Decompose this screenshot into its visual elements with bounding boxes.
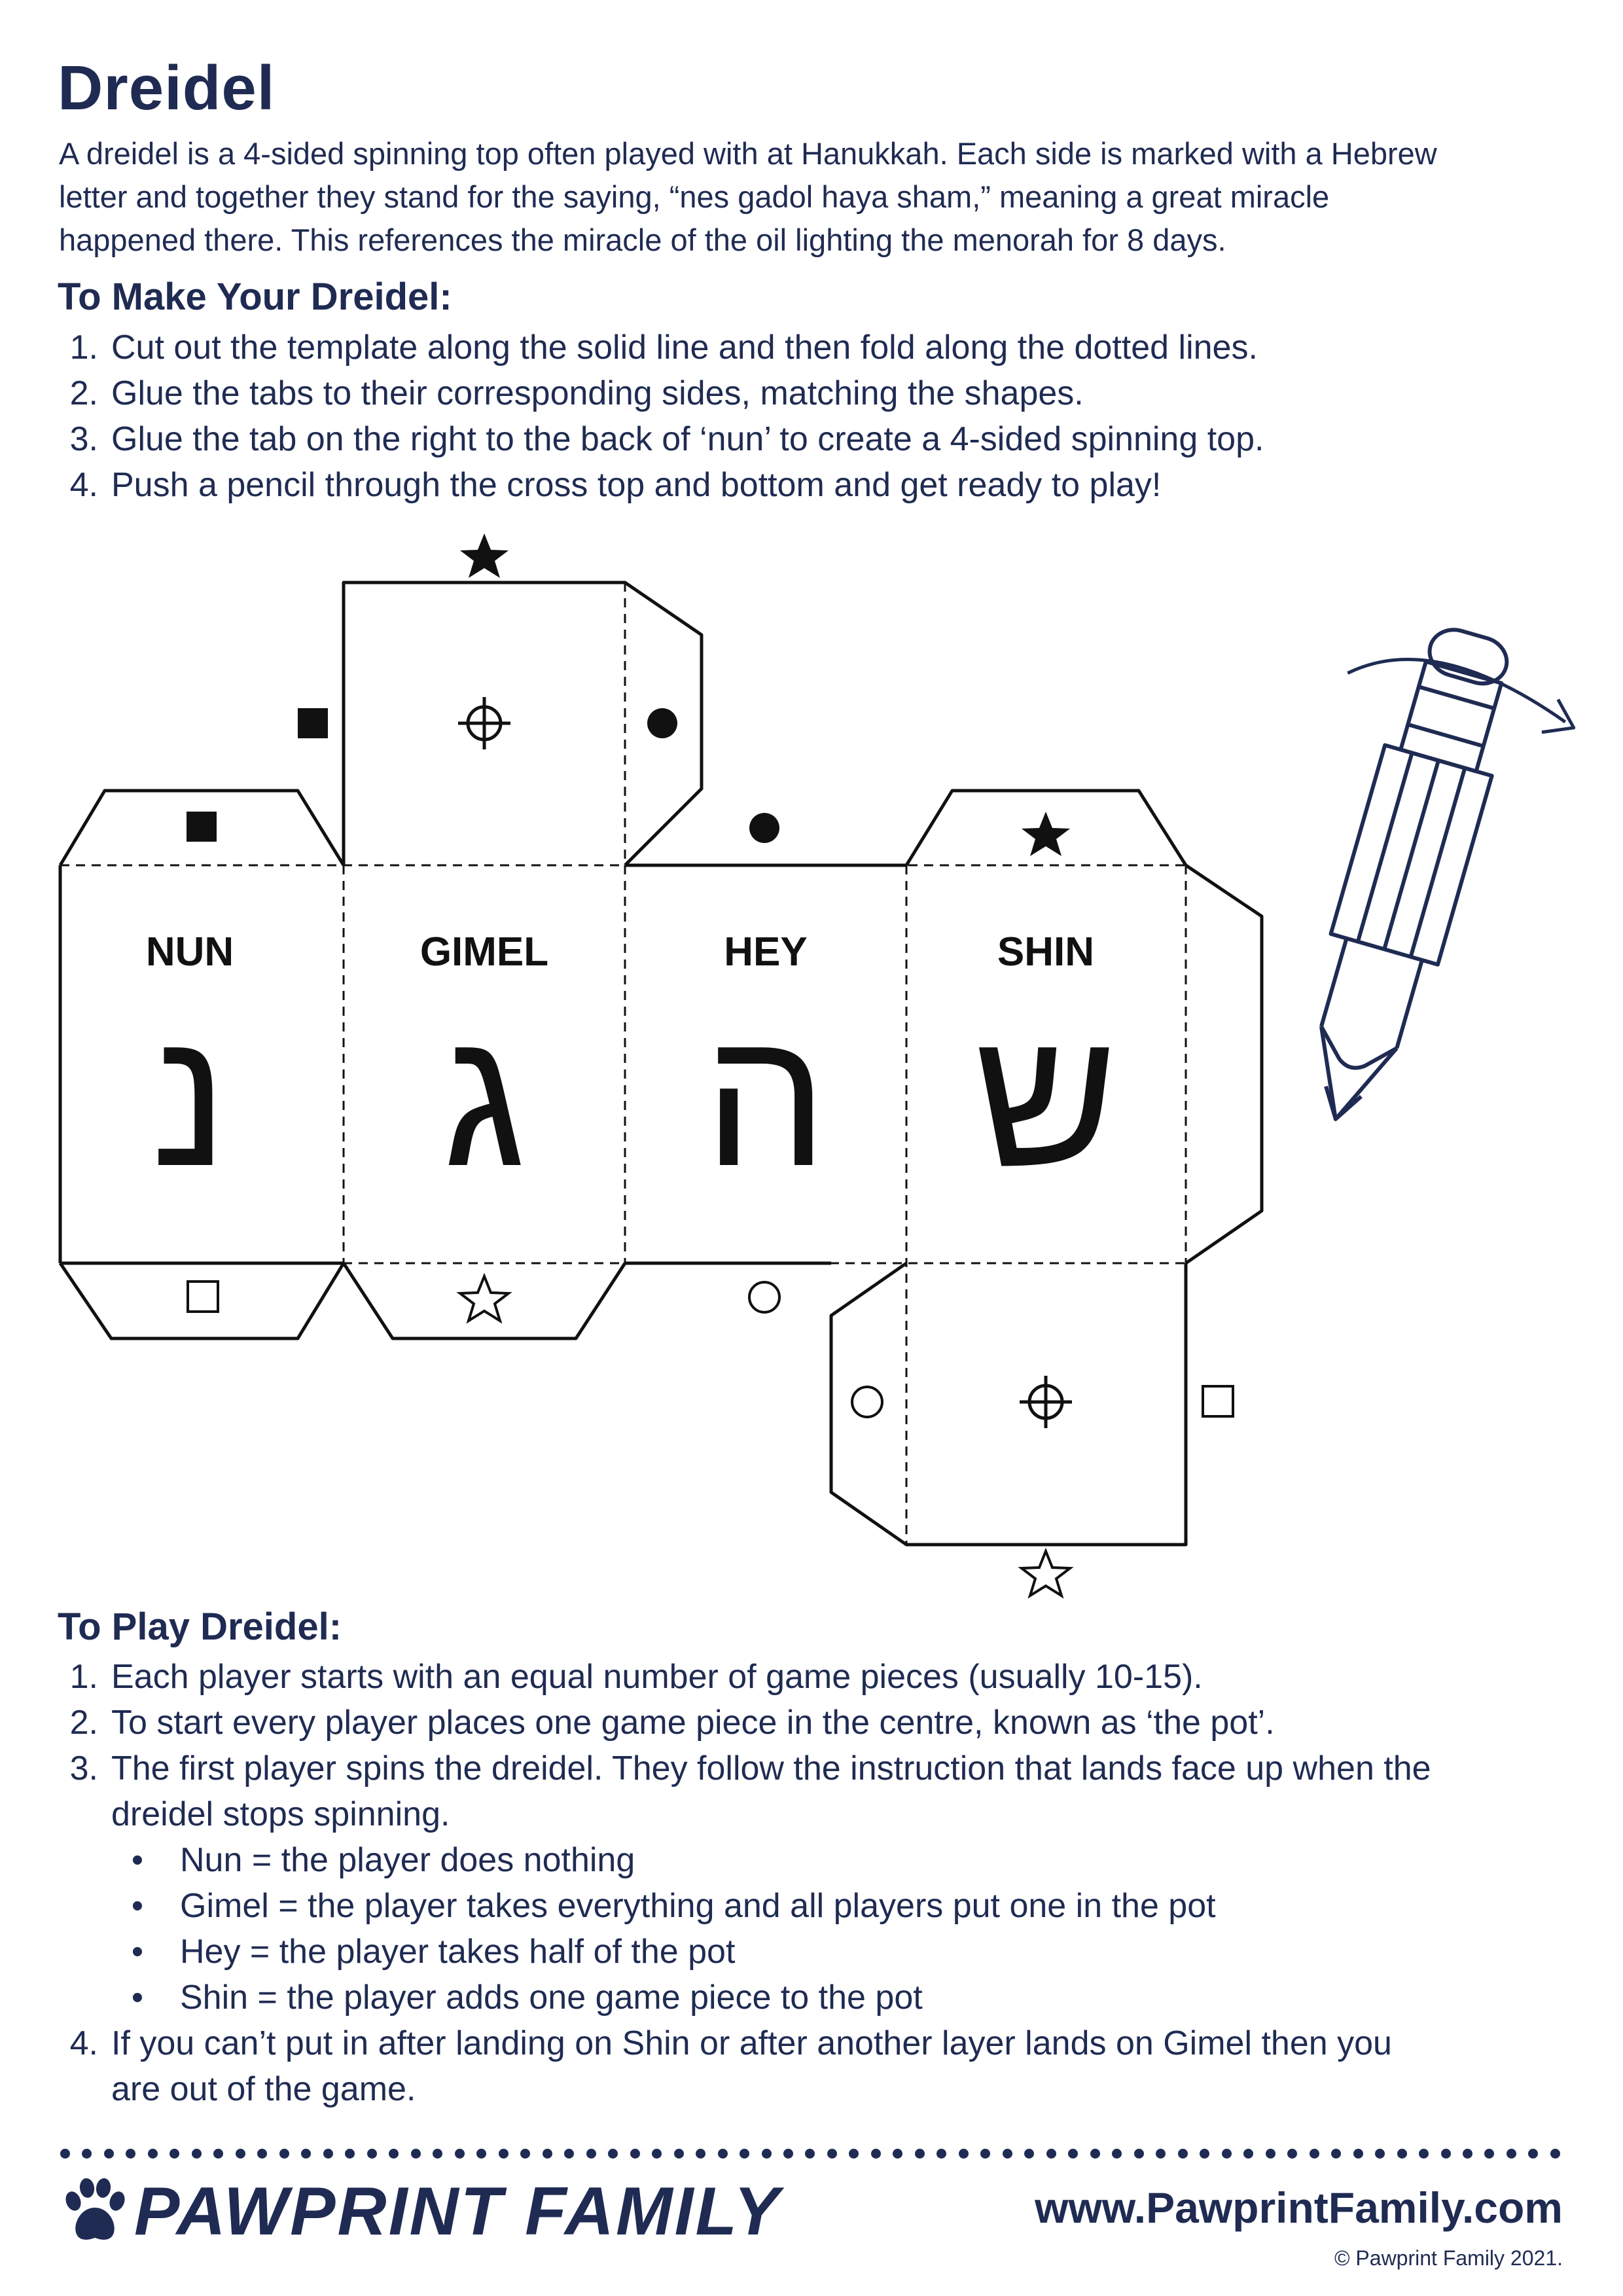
- divider-dot: [279, 2149, 289, 2159]
- divider-dot: [169, 2149, 179, 2159]
- divider-dot: [1484, 2149, 1494, 2159]
- divider-dot: [1266, 2149, 1275, 2159]
- step-number: 3.: [69, 420, 98, 458]
- step-number: 4.: [69, 466, 98, 504]
- circle-icon: [749, 813, 779, 843]
- divider-dot: [1331, 2149, 1341, 2159]
- step-text: Cut out the template along the solid line and then fold along the dotted lines.: [111, 329, 1258, 367]
- step-number: 3.: [69, 1749, 98, 1787]
- step-number: 4.: [69, 2024, 98, 2062]
- divider-dot: [345, 2149, 355, 2159]
- divider-dot: [1112, 2149, 1122, 2159]
- divider-dot: [1353, 2149, 1363, 2159]
- face-letter-gimel: ג: [442, 987, 526, 1207]
- divider-dot: [893, 2149, 902, 2159]
- divider-dot: [1090, 2149, 1100, 2159]
- divider-dot: [499, 2149, 508, 2159]
- step-text: Each player starts with an equal number of game pieces (usually 10-15).: [111, 1658, 1203, 1696]
- divider-dot: [608, 2149, 618, 2159]
- divider-dot: [455, 2149, 465, 2159]
- divider-dot: [959, 2149, 969, 2159]
- divider-dot: [827, 2149, 837, 2159]
- step-text: Glue the tabs to their corresponding sides, matching the shapes.: [111, 374, 1084, 412]
- divider-dot: [718, 2149, 728, 2159]
- divider-dot: [126, 2149, 135, 2159]
- divider-dot: [1003, 2149, 1012, 2159]
- divider-dot: [323, 2149, 333, 2159]
- nun-bottom-tab-outline: [60, 1263, 344, 1338]
- divider-dot: [1024, 2149, 1034, 2159]
- face-letter-shin: ש: [974, 987, 1118, 1207]
- divider-dot: [936, 2149, 946, 2159]
- step-number: 2.: [69, 374, 98, 412]
- divider-dot: [411, 2149, 421, 2159]
- crosshair-icon: [458, 697, 510, 749]
- divider-dot: [783, 2149, 793, 2159]
- divider-dot: [1550, 2149, 1560, 2159]
- dreidel-template: [0, 511, 1623, 1610]
- step-text: Glue the tab on the right to the back of ‘nun’ to create a 4-sided spinning top.: [111, 420, 1264, 458]
- step-text: dreidel stops spinning.: [111, 1795, 450, 1833]
- divider-dot: [849, 2149, 859, 2159]
- divider-dot: [564, 2149, 574, 2159]
- circle-icon: [647, 708, 677, 738]
- square-icon: [187, 812, 217, 842]
- copyright-text: © Pawprint Family 2021.: [1334, 2246, 1563, 2270]
- pencil-icon: [1228, 604, 1590, 1153]
- star-icon: [1022, 812, 1070, 856]
- divider-dot: [1463, 2149, 1472, 2159]
- divider-dot: [1419, 2149, 1429, 2159]
- star-outline-icon: [1022, 1551, 1070, 1596]
- divider-dot: [740, 2149, 749, 2159]
- square-outline-icon: [188, 1282, 218, 1312]
- divider-dot: [1046, 2149, 1056, 2159]
- divider-dot: [1156, 2149, 1166, 2159]
- divider-dot: [1507, 2149, 1516, 2159]
- face-letter-nun: נ: [151, 987, 228, 1207]
- divider-dot: [301, 2149, 311, 2159]
- divider-dot: [433, 2149, 442, 2159]
- divider-dot: [980, 2149, 990, 2159]
- brand-logo-text: PAWPRINT FAMILY: [134, 2174, 781, 2250]
- square-icon: [298, 708, 328, 738]
- website-link[interactable]: www.PawprintFamily.com: [1035, 2183, 1563, 2232]
- divider-dot: [1222, 2149, 1232, 2159]
- face-name-hey: HEY: [724, 929, 808, 975]
- step-text: To start every player places one game piece in the centre, known as ‘the pot’.: [111, 1704, 1275, 1742]
- divider-dot: [1200, 2149, 1209, 2159]
- circle-outline-icon: [852, 1387, 882, 1417]
- crosshair-icon: [1020, 1376, 1072, 1428]
- divider-dot: [104, 2149, 114, 2159]
- bullet-text: Gimel = the player takes everything and all players put one in the pot: [180, 1887, 1216, 1925]
- divider-dot: [915, 2149, 925, 2159]
- bullet-text: Shin = the player adds one game piece to the pot: [180, 1979, 923, 2017]
- divider-dot: [257, 2149, 267, 2159]
- divider-dot: [192, 2149, 202, 2159]
- intro-text: [59, 132, 1437, 262]
- divider-dot: [213, 2149, 223, 2159]
- divider-dot: [871, 2149, 881, 2159]
- make-heading: To Make Your Dreidel:: [58, 276, 452, 318]
- intro-line: letter and together they stand for the saying, “nes gadol haya sham,” meaning a great miracle: [59, 179, 1330, 214]
- divider-dot: [543, 2149, 552, 2159]
- divider-dot: [1441, 2149, 1451, 2159]
- divider-dot: [805, 2149, 815, 2159]
- intro-line: A dreidel is a 4-sided spinning top often played with at Hanukkah. Each side is marked with a Hebrew: [59, 136, 1437, 171]
- divider-dot: [674, 2149, 684, 2159]
- dotted-divider: [60, 2149, 1560, 2159]
- step-text: The first player spins the dreidel. They follow the instruction that lands face up when the: [111, 1749, 1431, 1787]
- divider-dot: [476, 2149, 486, 2159]
- face-name-nun: NUN: [145, 929, 234, 975]
- star-outline-icon: [460, 1276, 508, 1321]
- right-tab-outline: [1186, 865, 1262, 1263]
- divider-dot: [1375, 2149, 1385, 2159]
- step-text: are out of the game.: [111, 2070, 416, 2108]
- square-outline-icon: [1203, 1386, 1233, 1416]
- face-name-gimel: GIMEL: [419, 929, 549, 975]
- face-letter-hey: ה: [703, 987, 829, 1207]
- divider-dot: [367, 2149, 377, 2159]
- divider-dot: [60, 2149, 70, 2159]
- intro-line: happened there. This references the miracle of the oil lighting the menorah for 8 days.: [59, 223, 1226, 257]
- star-icon: [460, 533, 508, 578]
- divider-dot: [652, 2149, 662, 2159]
- divider-dot: [82, 2149, 92, 2159]
- bottom-cap-outline: [831, 1263, 1186, 1545]
- divider-dot: [389, 2149, 399, 2159]
- bullet-text: Hey = the player takes half of the pot: [180, 1933, 736, 1971]
- divider-dot: [696, 2149, 705, 2159]
- play-heading: To Play Dreidel:: [58, 1605, 342, 1648]
- divider-dot: [586, 2149, 596, 2159]
- divider-dot: [148, 2149, 158, 2159]
- step-text: If you can’t put in after landing on Shin or after another layer lands on Gimel then you: [111, 2024, 1392, 2062]
- divider-dot: [1528, 2149, 1538, 2159]
- divider-dot: [236, 2149, 245, 2159]
- divider-dot: [1068, 2149, 1078, 2159]
- divider-dot: [1243, 2149, 1253, 2159]
- divider-dot: [762, 2149, 772, 2159]
- step-text: Push a pencil through the cross top and bottom and get ready to play!: [111, 466, 1162, 504]
- divider-dot: [630, 2149, 640, 2159]
- face-name-shin: SHIN: [997, 929, 1095, 975]
- divider-dot: [520, 2149, 530, 2159]
- step-number: 1.: [69, 1658, 98, 1696]
- divider-dot: [1310, 2149, 1319, 2159]
- divider-dot: [1287, 2149, 1297, 2159]
- bullet-text: Nun = the player does nothing: [180, 1841, 635, 1879]
- step-number: 2.: [69, 1704, 98, 1742]
- divider-dot: [1178, 2149, 1188, 2159]
- divider-dot: [1397, 2149, 1407, 2159]
- divider-dot: [1134, 2149, 1144, 2159]
- step-number: 1.: [69, 329, 98, 367]
- page-title: Dreidel: [58, 53, 276, 123]
- circle-outline-icon: [749, 1282, 779, 1312]
- paw-icon: [59, 2176, 131, 2248]
